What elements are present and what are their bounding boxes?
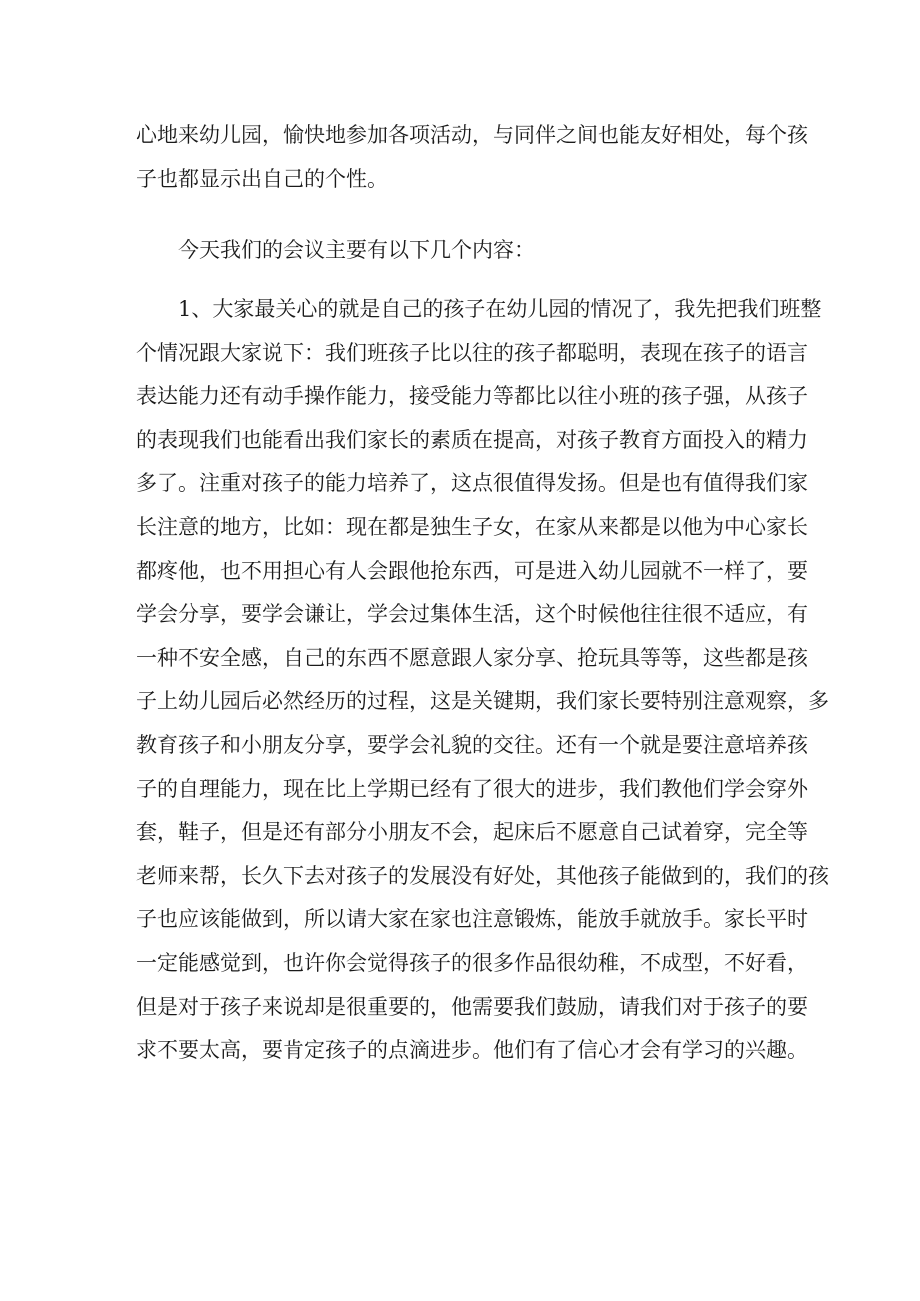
- paragraph-3-line: 1、大家最关心的就是自己的孩子在幼儿园的情况了，我先把我们班整: [178, 297, 822, 321]
- paragraph-3-line: 表达能力还有动手操作能力，接受能力等都比以往小班的孩子强，从孩子: [136, 384, 808, 409]
- paragraph-3-line: 但是对于孩子来说却是很重要的，他需要我们鼓励，请我们对于孩子的要: [136, 994, 808, 1019]
- paragraph-3-line: 的表现我们也能看出我们家长的素质在提高，对孩子教育方面投入的精力: [136, 427, 808, 452]
- paragraph-2: [136, 229, 786, 273]
- paragraph-3: [136, 288, 829, 1073]
- paragraph-3-line: 多了。注重对孩子的能力培养了，这点很值得发扬。但是也有值得我们家: [136, 471, 808, 496]
- paragraph-3-line: 老师来帮，长久下去对孩子的发展没有好处，其他孩子能做到的，我们的孩: [136, 863, 829, 888]
- paragraph-3-line: 子上幼儿园后必然经历的过程，这是关键期，我们家长要特别注意观察，多: [136, 689, 829, 714]
- paragraph-1-line: 子也都显示出自己的个性。: [136, 166, 388, 191]
- paragraph-3-line: 学会分享，要学会谦让，学会过集体生活，这个时候他往往很不适应，有: [136, 602, 808, 627]
- paragraph-3-line: 都疼他，也不用担心有人会跟他抢东西，可是进入幼儿园就不一样了，要: [136, 558, 808, 583]
- paragraph-3-line: 长注意的地方，比如：现在都是独生子女，在家从来都是以他为中心家长: [136, 514, 808, 539]
- paragraph-3-line: 一种不安全感，自己的东西不愿意跟人家分享、抢玩具等等，这些都是孩: [136, 645, 808, 670]
- paragraph-3-line: 教育孩子和小朋友分享，要学会礼貌的交往。还有一个就是要注意培养孩: [136, 732, 808, 757]
- paragraph-1: [136, 114, 808, 201]
- paragraph-3-line: 子也应该能做到，所以请大家在家也注意锻炼，能放手就放手。家长平时: [136, 907, 808, 932]
- paragraph-3-line: 子的自理能力，现在比上学期已经有了很大的进步，我们教他们学会穿外: [136, 776, 808, 801]
- paragraph-3-line: 求不要太高，要肯定孩子的点滴进步。他们有了信心才会有学习的兴趣。: [136, 1038, 808, 1063]
- paragraph-3-line: 个情况跟大家说下：我们班孩子比以往的孩子都聪明，表现在孩子的语言: [136, 340, 808, 365]
- paragraph-2-line: 今天我们的会议主要有以下几个内容：: [178, 238, 535, 262]
- paragraph-3-line: 套，鞋子，但是还有部分小朋友不会，起床后不愿意自己试着穿，完全等: [136, 820, 808, 845]
- paragraph-1-line: 心地来幼儿园，愉快地参加各项活动，与同伴之间也能友好相处，每个孩: [136, 123, 808, 147]
- paragraph-3-line: 一定能感觉到，也许你会觉得孩子的很多作品很幼稚，不成型，不好看，: [136, 950, 808, 975]
